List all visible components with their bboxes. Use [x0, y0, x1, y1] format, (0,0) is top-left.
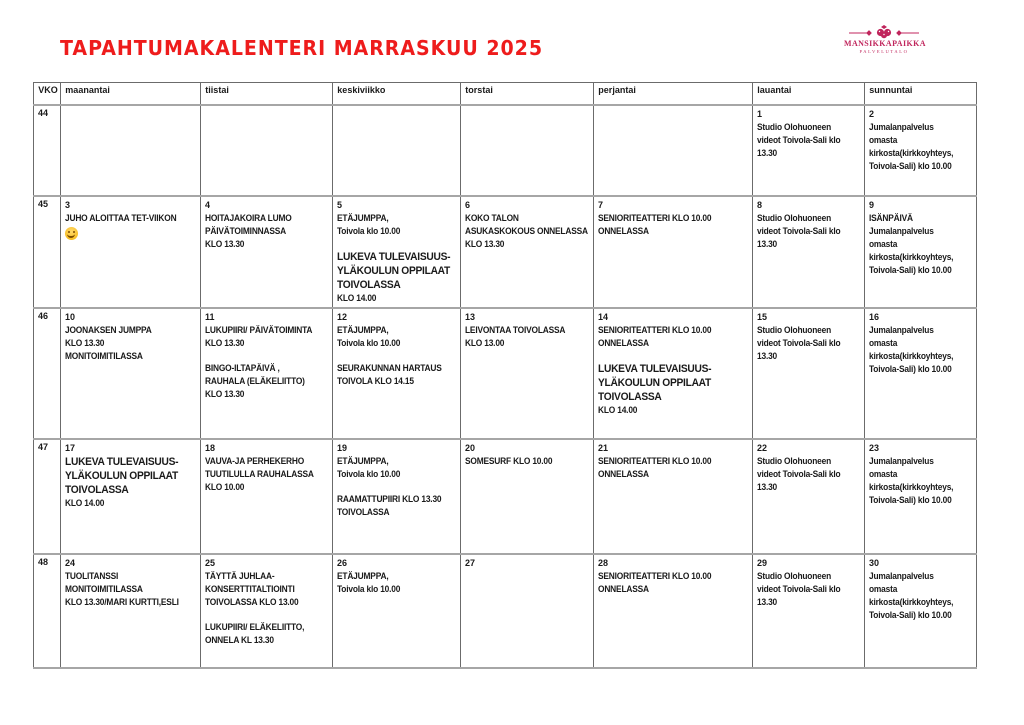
day-cell: [753, 308, 865, 439]
logo-name: MANSIKKAPAIKKA: [844, 39, 926, 48]
day-cell: [461, 554, 594, 668]
day-number: 26: [337, 557, 348, 568]
day-cell: [61, 308, 201, 439]
day-cell: [865, 308, 977, 439]
day-number: 12: [337, 311, 348, 322]
event-text: SEURAKUNNAN HARTAUS TOIVOLA KLO 14.15: [337, 362, 442, 386]
week-row-44: [34, 105, 977, 196]
day-cell: [594, 105, 753, 196]
event-text: JOONAKSEN JUMPPA KLO 13.30 MONITOIMITILASSA: [65, 324, 152, 361]
day-cell: [594, 196, 753, 308]
event-text: Studio Olohuoneen videot Toivola-Sali klo 13.30: [757, 212, 841, 249]
event-text: KOKO TALON ASUKASKOKOUS ONNELASSA KLO 13.30: [465, 212, 588, 249]
day-cell: [61, 196, 201, 308]
event-text: SENIORITEATTERI KLO 10.00 ONNELASSA: [598, 570, 712, 594]
day-cell: [201, 554, 333, 668]
week-row-46: [34, 308, 977, 439]
day-cell: [753, 554, 865, 668]
day-cell: [61, 439, 201, 554]
day-number: 27: [465, 557, 476, 568]
day-cell: [753, 439, 865, 554]
day-number: 3: [65, 199, 71, 210]
day-cell: [865, 439, 977, 554]
day-number: 1: [757, 108, 763, 119]
event-text: TÄYTTÄ JUHLAA- KONSERTTITALTIOINTI TOIVOLASSA KLO 13.00: [205, 570, 299, 607]
day-number: 29: [757, 557, 768, 568]
day-number: 18: [205, 442, 216, 453]
day-cell: [865, 105, 977, 196]
week-number: 47: [34, 439, 61, 554]
day-cell: [333, 439, 461, 554]
event-text: ETÄJUMPPA, Toivola klo 10.00: [337, 455, 401, 479]
event-text: SENIORITEATTERI KLO 10.00 ONNELASSA: [598, 455, 712, 479]
week-row-47: [34, 439, 977, 554]
column-header-torstai: torstai: [461, 83, 587, 105]
day-cell: [333, 105, 461, 196]
day-number: 6: [465, 199, 471, 210]
day-number: 19: [337, 442, 348, 453]
event-text: ETÄJUMPPA, Toivola klo 10.00: [337, 212, 401, 236]
day-number: 16: [869, 311, 880, 322]
day-cell: [594, 439, 753, 554]
day-cell: [594, 308, 753, 439]
day-cell: [201, 105, 333, 196]
column-header-vko: VKO: [34, 83, 60, 105]
event-text: SENIORITEATTERI KLO 10.00 ONNELASSA: [598, 324, 712, 348]
week-row-45: [34, 196, 977, 308]
event-text: SENIORITEATTERI KLO 10.00 ONNELASSA: [598, 212, 712, 236]
day-number: 13: [465, 311, 476, 322]
day-number: 9: [869, 199, 875, 210]
day-cell: [461, 439, 594, 554]
event-text: TUOLITANSSI MONITOIMITILASSA KLO 13.30/MARI KURTTI,ESLI: [65, 570, 179, 607]
day-number: 11: [205, 311, 215, 322]
column-header-maanantai: maanantai: [61, 83, 194, 105]
day-number: 15: [757, 311, 768, 322]
event-text: Studio Olohuoneen videot Toivola-Sali klo 13.30: [757, 570, 841, 607]
day-cell: [865, 554, 977, 668]
day-number: 30: [869, 557, 880, 568]
event-text: HOITAJAKOIRA LUMO PÄIVÄTOIMINNASSA KLO 13.30: [205, 212, 292, 249]
day-number: 17: [65, 442, 76, 453]
day-cell: [61, 554, 201, 668]
event-text: LEIVONTAA TOIVOLASSA KLO 13.00: [465, 324, 566, 348]
event-text: KLO 14.00: [65, 497, 105, 508]
grinning-face-emoji-icon: [65, 227, 78, 240]
event-text: LUKEVA TULEVAISUUS- YLÄKOULUN OPPILAAT TOIVOLASSA: [337, 250, 451, 291]
column-header-keskiviikko: keskiviikko: [333, 83, 455, 105]
day-number: 10: [65, 311, 76, 322]
day-number: 24: [65, 557, 76, 568]
event-text: ISÄNPÄIVÄ Jumalanpalvelus omasta kirkosta(kirkkoyhteys, Toivola-Sali) klo 10.00: [869, 212, 954, 275]
event-text: ETÄJUMPPA, Toivola klo 10.00: [337, 324, 401, 348]
day-cell: [201, 196, 333, 308]
mansikkapaikka-logo: [844, 24, 924, 54]
calendar-header-row: [34, 83, 977, 105]
day-number: 22: [757, 442, 768, 453]
event-text: ETÄJUMPPA, Toivola klo 10.00: [337, 570, 401, 594]
week-number: 45: [34, 196, 61, 308]
event-text: LUKEVA TULEVAISUUS- YLÄKOULUN OPPILAAT TOIVOLASSA: [65, 455, 179, 496]
column-header-sunnuntai: sunnuntai: [865, 83, 971, 105]
week-number: 48: [34, 554, 61, 668]
column-header-perjantai: perjantai: [594, 83, 745, 105]
day-cell: [333, 554, 461, 668]
day-number: 21: [598, 442, 609, 453]
strawberry-icon: [848, 24, 920, 39]
day-number: 14: [598, 311, 609, 322]
event-text: KLO 14.00: [337, 292, 377, 303]
column-header-lauantai: lauantai: [753, 83, 859, 105]
event-text: JUHO ALOITTAA TET-VIIKON: [65, 212, 177, 223]
event-text: LUKUPIIRI/ PÄIVÄTOIMINTA KLO 13.30: [205, 324, 313, 348]
event-text: Jumalanpalvelus omasta kirkosta(kirkkoyhteys, Toivola-Sali) klo 10.00: [869, 570, 954, 620]
event-text: BINGO-ILTAPÄIVÄ , RAUHALA (ELÄKELIITTO) KLO 13.30: [205, 362, 305, 399]
day-cell: [461, 308, 594, 439]
event-text: RAAMATTUPIIRI KLO 13.30 TOIVOLASSA: [337, 493, 442, 517]
day-cell: [333, 308, 461, 439]
day-number: 2: [869, 108, 875, 119]
day-number: 28: [598, 557, 609, 568]
logo-subtitle: PALVELUTALO: [859, 49, 909, 54]
day-cell: [201, 308, 333, 439]
event-text: KLO 14.00: [598, 404, 638, 415]
day-cell: [333, 196, 461, 308]
day-number: 23: [869, 442, 880, 453]
calendar-table: [33, 82, 977, 669]
day-cell: [865, 196, 977, 308]
column-header-tiistai: tiistai: [201, 83, 326, 105]
day-number: 25: [205, 557, 216, 568]
week-number: 46: [34, 308, 61, 439]
event-text: LUKEVA TULEVAISUUS- YLÄKOULUN OPPILAAT TOIVOLASSA: [598, 362, 712, 403]
day-number: 7: [598, 199, 604, 210]
event-text: VAUVA-JA PERHEKERHO TUUTILULLA RAUHALASSA KLO 10.00: [205, 455, 314, 492]
event-text: Studio Olohuoneen videot Toivola-Sali klo 13.30: [757, 121, 841, 158]
day-number: 8: [757, 199, 763, 210]
day-number: 4: [205, 199, 211, 210]
day-cell: [461, 196, 594, 308]
event-text: Jumalanpalvelus omasta kirkosta(kirkkoyhteys, Toivola-Sali) klo 10.00: [869, 324, 954, 374]
event-text: LUKUPIIRI/ ELÄKELIITTO, ONNELA KL 13.30: [205, 621, 305, 645]
day-cell: [594, 554, 753, 668]
day-cell: [753, 105, 865, 196]
event-text: SOMESURF KLO 10.00: [465, 455, 553, 466]
event-text: Studio Olohuoneen videot Toivola-Sali klo 13.30: [757, 455, 841, 492]
day-cell: [201, 439, 333, 554]
event-text: Jumalanpalvelus omasta kirkosta(kirkkoyhteys, Toivola-Sali) klo 10.00: [869, 121, 954, 171]
day-number: 5: [337, 199, 343, 210]
day-cell: [61, 105, 201, 196]
week-row-48: [34, 554, 977, 668]
event-text: Jumalanpalvelus omasta kirkosta(kirkkoyhteys, Toivola-Sali) klo 10.00: [869, 455, 954, 505]
day-cell: [461, 105, 594, 196]
day-cell: [753, 196, 865, 308]
week-number: 44: [34, 105, 61, 196]
event-text: Studio Olohuoneen videot Toivola-Sali klo 13.30: [757, 324, 841, 361]
page-title: TAPAHTUMAKALENTERI MARRASKUU 2025: [60, 36, 544, 60]
day-number: 20: [465, 442, 476, 453]
